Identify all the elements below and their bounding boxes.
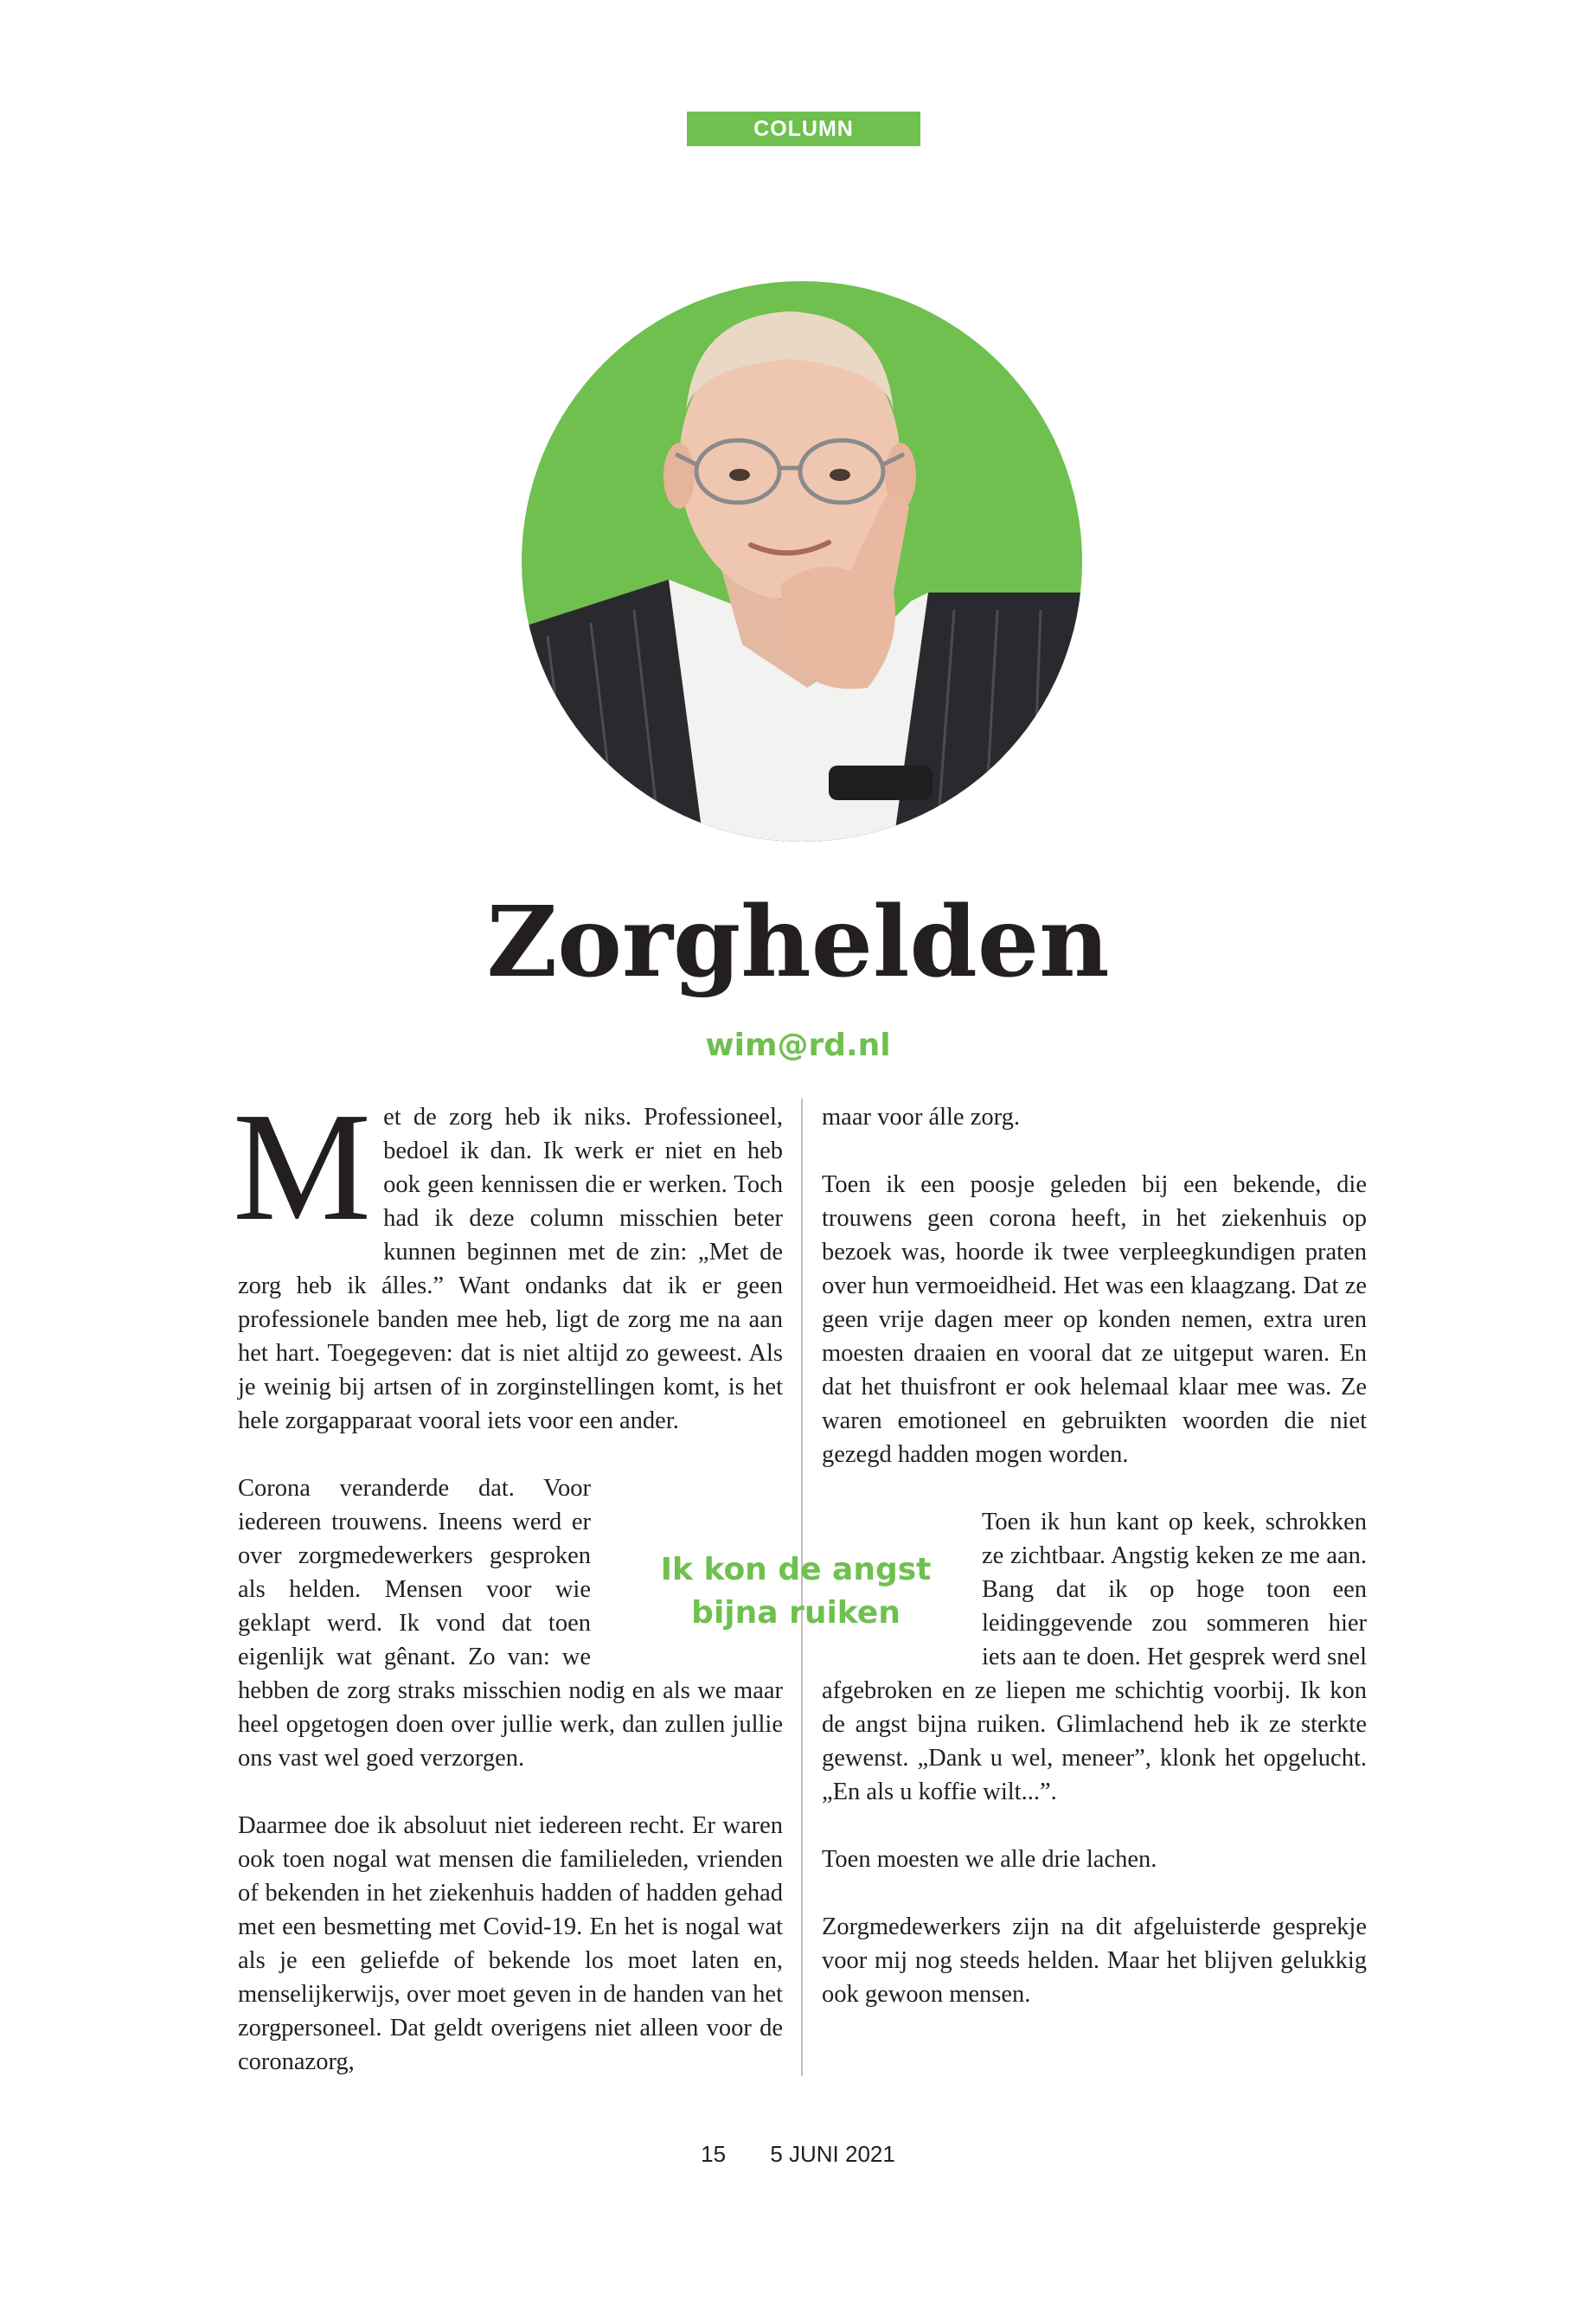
page-number: 15 — [701, 2141, 727, 2167]
article-paragraph: maar voor álle zorg. — [822, 1104, 1020, 1131]
drop-cap: M — [233, 1080, 372, 1253]
page-footer — [0, 2141, 1596, 2168]
author-portrait — [522, 281, 1082, 842]
section-label: COLUMN — [687, 112, 920, 146]
pull-quote: Ik kon de angst bijna ruiken — [660, 1552, 932, 1631]
paragraph-text: Toen ik hun kant op keek, schrokken ze zichtbaar. Angstig keken ze me aan. Bang dat ik op hoge toon een leidinggevende zou sommeren hier iets aan te doen. Het gesprek werd snel afgebroken en ze liepen me schichtig voorbij. Ik kon de angst bijna ruiken. Glimlachend heb ik ze sterkte gewenst. „Dank u wel, meneer”, klonk het opgelucht. „En als u koffie wilt...”. — [822, 1509, 1367, 1805]
article-paragraph: Zorgmedewerkers zijn na dit afgeluisterde gesprekje voor mij nog steeds helden. Maar het blijven gelukkig ook gewoon mensen. — [822, 1913, 1367, 2008]
paragraph-text: et de zorg heb ik niks. Professioneel, bedoel ik dan. Ik werk er niet en heb ook geen kennissen die er werken. Toch had ik deze column misschien beter kunnen beginnen met de zin: „Met de zorg heb ik álles.” Want ondanks dat ik er geen professionele banden mee heb, ligt de zorg me na aan het hart. Toegegeven: dat is niet altijd zo geweest. Als je weinig bij artsen of in zorginstellingen komt, is het hele zorgapparaat vooral iets voor een ander. — [238, 1104, 783, 1434]
issue-date: 5 JUNI 2021 — [770, 2141, 895, 2167]
article-title: Zorghelden — [486, 886, 1110, 999]
article-paragraph: Daarmee doe ik absoluut niet iedereen recht. Er waren ook toen nogal wat mensen die familieleden, vrienden of bekenden in het ziekenhuis hadden of hadden gehad met een besmetting met Covid-19. En het is nogal wat als je een geliefde of bekende los moet laten en, menselijkerwijs, over moet geven in de handen van het zorgpersoneel. Dat geldt overigens niet alleen voor de coronazorg, — [238, 1812, 783, 2075]
author-email[interactable]: wim@rd.nl — [705, 1028, 891, 1063]
article-paragraph: Toen moesten we alle drie lachen. — [822, 1846, 1157, 1873]
article-paragraph: Toen ik een poosje geleden bij een bekende, die trouwens geen corona heeft, in het ziekenhuis op bezoek was, hoorde ik twee verpleegkundigen praten over hun vermoeidheid. Het was een klaagzang. Dat ze geen vrije dagen meer op konden nemen, extra uren moesten draaien en vooral dat ze uitgeput waren. En dat het thuisfront er ook helemaal klaar mee was. Ze waren emotioneel en gebruikten woorden die niet gezegd hadden mogen worden. — [822, 1171, 1367, 1468]
paragraph-text: Corona veranderde dat. Voor iedereen trouwens. Ineens werd er over zorgmedewerkers gesproken als helden. Mensen voor wie geklapt werd. Ik vond dat toen eigenlijk wat gênant. Zo van: we hebben de zorg straks misschien nodig en als we maar heel opgetogen doen over jullie werk, dan zullen jullie ons vast wel goed verzorgen. — [238, 1475, 783, 1772]
article-paragraph — [233, 1080, 783, 1438]
